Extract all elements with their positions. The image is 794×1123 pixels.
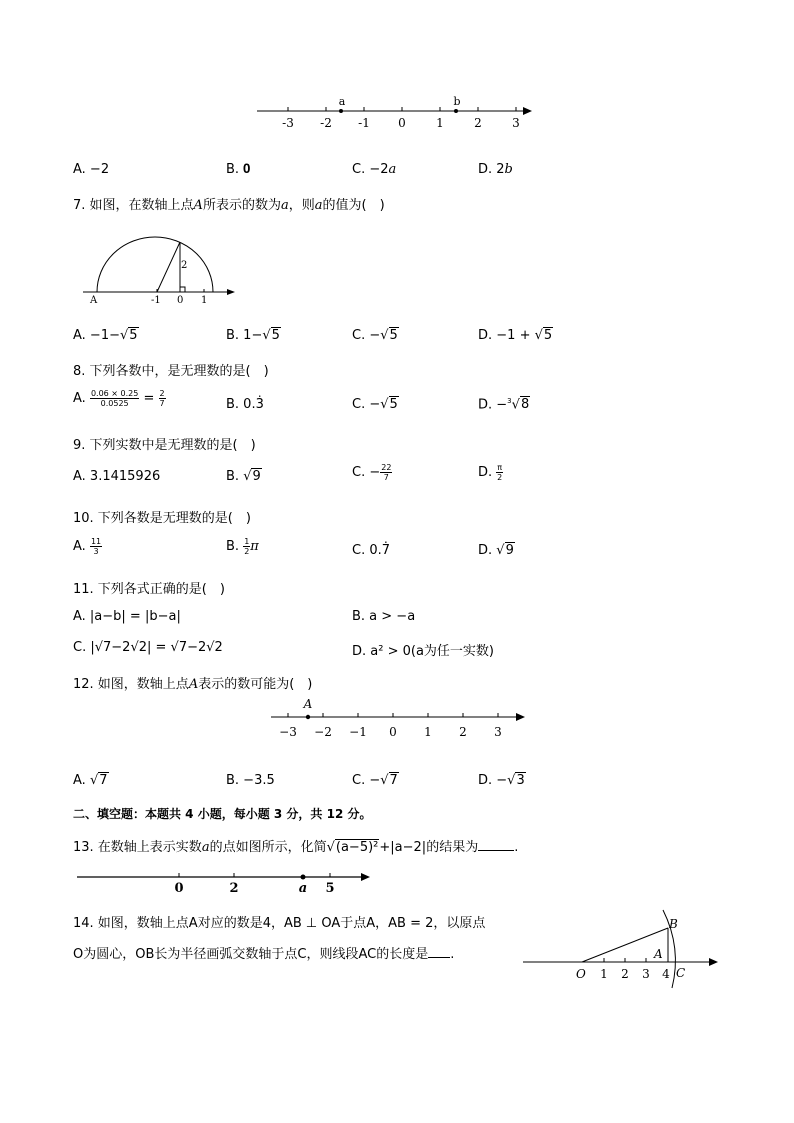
point-a-label: a <box>298 881 308 896</box>
answer-blank[interactable] <box>478 850 514 851</box>
point-a-dot <box>339 109 343 113</box>
q7-stem: 7. 如图，在数轴上点A所表示的数为a，则a的值为( ) <box>73 198 385 213</box>
tick-label: 0 <box>177 295 184 306</box>
tick-label: -1 <box>358 116 370 130</box>
tick-label: 0 <box>389 725 397 739</box>
q7-option-a[interactable]: A. −1−√5 <box>73 328 138 343</box>
tick-label: 4 <box>662 967 670 981</box>
q9-option-c[interactable]: C. − $\frac{22}{7}$ <box>352 463 392 482</box>
point-B-label: B <box>669 917 678 931</box>
q10-option-c[interactable]: C. 0.7̇ <box>352 543 391 558</box>
q10-option-a[interactable]: A. $\frac{11}{3}$ <box>73 537 102 556</box>
answer-blank[interactable] <box>428 957 450 958</box>
tick-label: 2 <box>621 967 629 981</box>
point-A-label: A <box>303 697 313 711</box>
q11-option-b[interactable]: B. a > −a <box>352 609 416 624</box>
q13-stem: 13. 在数轴上表示实数a的点如图所示，化简√(a−5)²+|a−2|的结果为 . <box>73 840 519 855</box>
tick-label: −2 <box>314 725 332 739</box>
tick-label: −3 <box>279 725 297 739</box>
point-O-label: O <box>576 967 586 981</box>
q10-option-b[interactable]: B. $\frac{1}{2}$ π <box>226 537 259 556</box>
q9-option-d[interactable]: D. $\frac{\pi}{2}$ <box>478 463 503 482</box>
q10-stem: 10. 下列各数是无理数的是( ) <box>73 511 251 526</box>
height-label: 2 <box>181 260 188 271</box>
q9-option-b[interactable]: B. √9 <box>226 469 261 484</box>
q6-option-c[interactable]: C. −2a <box>352 162 397 177</box>
tick-label: 2 <box>229 881 239 896</box>
tick-label: 1 <box>600 967 608 981</box>
q12-option-b[interactable]: B. −3.5 <box>226 773 275 788</box>
q8-stem: 8. 下列各数中，是无理数的是( ) <box>73 364 269 379</box>
q14-stem-line2: O为圆心，OB长为半径画弧交数轴于点C，则线段AC的长度是 . <box>73 947 455 962</box>
tick-label: 2 <box>459 725 467 739</box>
q7-option-c[interactable]: C. −√5 <box>352 328 398 343</box>
q8-option-b[interactable]: B. 0.3̇ <box>226 397 264 412</box>
q11-option-a[interactable]: A. |a−b| = |b−a| <box>73 609 181 624</box>
tick-label: −1 <box>349 725 367 739</box>
q9-stem: 9. 下列实数中是无理数的是( ) <box>73 438 256 453</box>
section-heading: 二、填空题：本题共 4 小题，每小题 3 分，共 12 分。 <box>73 807 372 821</box>
q11-stem: 11. 下列各式正确的是( ) <box>73 582 225 597</box>
tick-label: 1 <box>424 725 432 739</box>
point-a-label: a <box>338 95 346 108</box>
q12-option-a[interactable]: A. √7 <box>73 773 108 788</box>
tick-label: 1 <box>201 295 208 306</box>
q7-option-b[interactable]: B. 1−√5 <box>226 328 280 343</box>
q11-option-c[interactable]: C. |√7−2√2| = √7−2√2 <box>73 640 223 655</box>
q12-option-d[interactable]: D. −√3 <box>478 773 525 788</box>
q11-option-d[interactable]: D. a² > 0(a为任一实数) <box>352 644 494 659</box>
q13-number-line-figure <box>74 866 374 896</box>
point-b-dot <box>454 109 458 113</box>
q7-option-d[interactable]: D. −1 + √5 <box>478 328 553 343</box>
tick-label: -2 <box>320 116 332 130</box>
tick-label: 5 <box>325 881 335 896</box>
q6-option-a[interactable]: A. −2 <box>73 162 110 177</box>
tick-label: -3 <box>282 116 294 130</box>
tick-label: 3 <box>494 725 502 739</box>
tick-label: 0 <box>174 881 184 896</box>
point-b-label: b <box>453 95 461 108</box>
q8-option-d[interactable]: D. −$^3$√8 <box>478 397 530 413</box>
tick-label: 1 <box>436 116 444 130</box>
q6-number-line-figure <box>250 90 540 135</box>
q8-option-a[interactable]: A. $\frac{0.06 \times 0.25}{0.0525}$ = $\frac{2}{7}$ <box>73 389 165 408</box>
point-A-dot <box>306 715 310 719</box>
q6-option-d[interactable]: D. 2b <box>478 162 513 177</box>
q12-stem: 12. 如图，数轴上点A表示的数可能为( ) <box>73 677 313 692</box>
q6-option-b[interactable]: B. 𝟎 <box>226 162 251 177</box>
q14-arc-figure <box>520 908 725 993</box>
tick-label: 3 <box>512 116 520 130</box>
tick-label: 2 <box>474 116 482 130</box>
point-A-label: A <box>90 295 98 306</box>
q12-number-line-figure <box>266 694 531 744</box>
tick-label: 0 <box>398 116 406 130</box>
point-A-label: A <box>654 947 663 961</box>
q7-semicircle-figure <box>78 230 243 310</box>
tick-label: -1 <box>151 295 161 306</box>
q14-stem-line1: 14. 如图，数轴上点A对应的数是4，AB ⊥ OA于点A，AB = 2，以原点 <box>73 916 486 931</box>
q9-option-a[interactable]: A. 3.1415926 <box>73 469 161 484</box>
q8-option-c[interactable]: C. −√5 <box>352 397 398 412</box>
point-a-dot <box>301 875 306 880</box>
tick-label: 3 <box>642 967 650 981</box>
q12-option-c[interactable]: C. −√7 <box>352 773 398 788</box>
q10-option-d[interactable]: D. √9 <box>478 543 514 558</box>
point-C-label: C <box>676 966 686 980</box>
